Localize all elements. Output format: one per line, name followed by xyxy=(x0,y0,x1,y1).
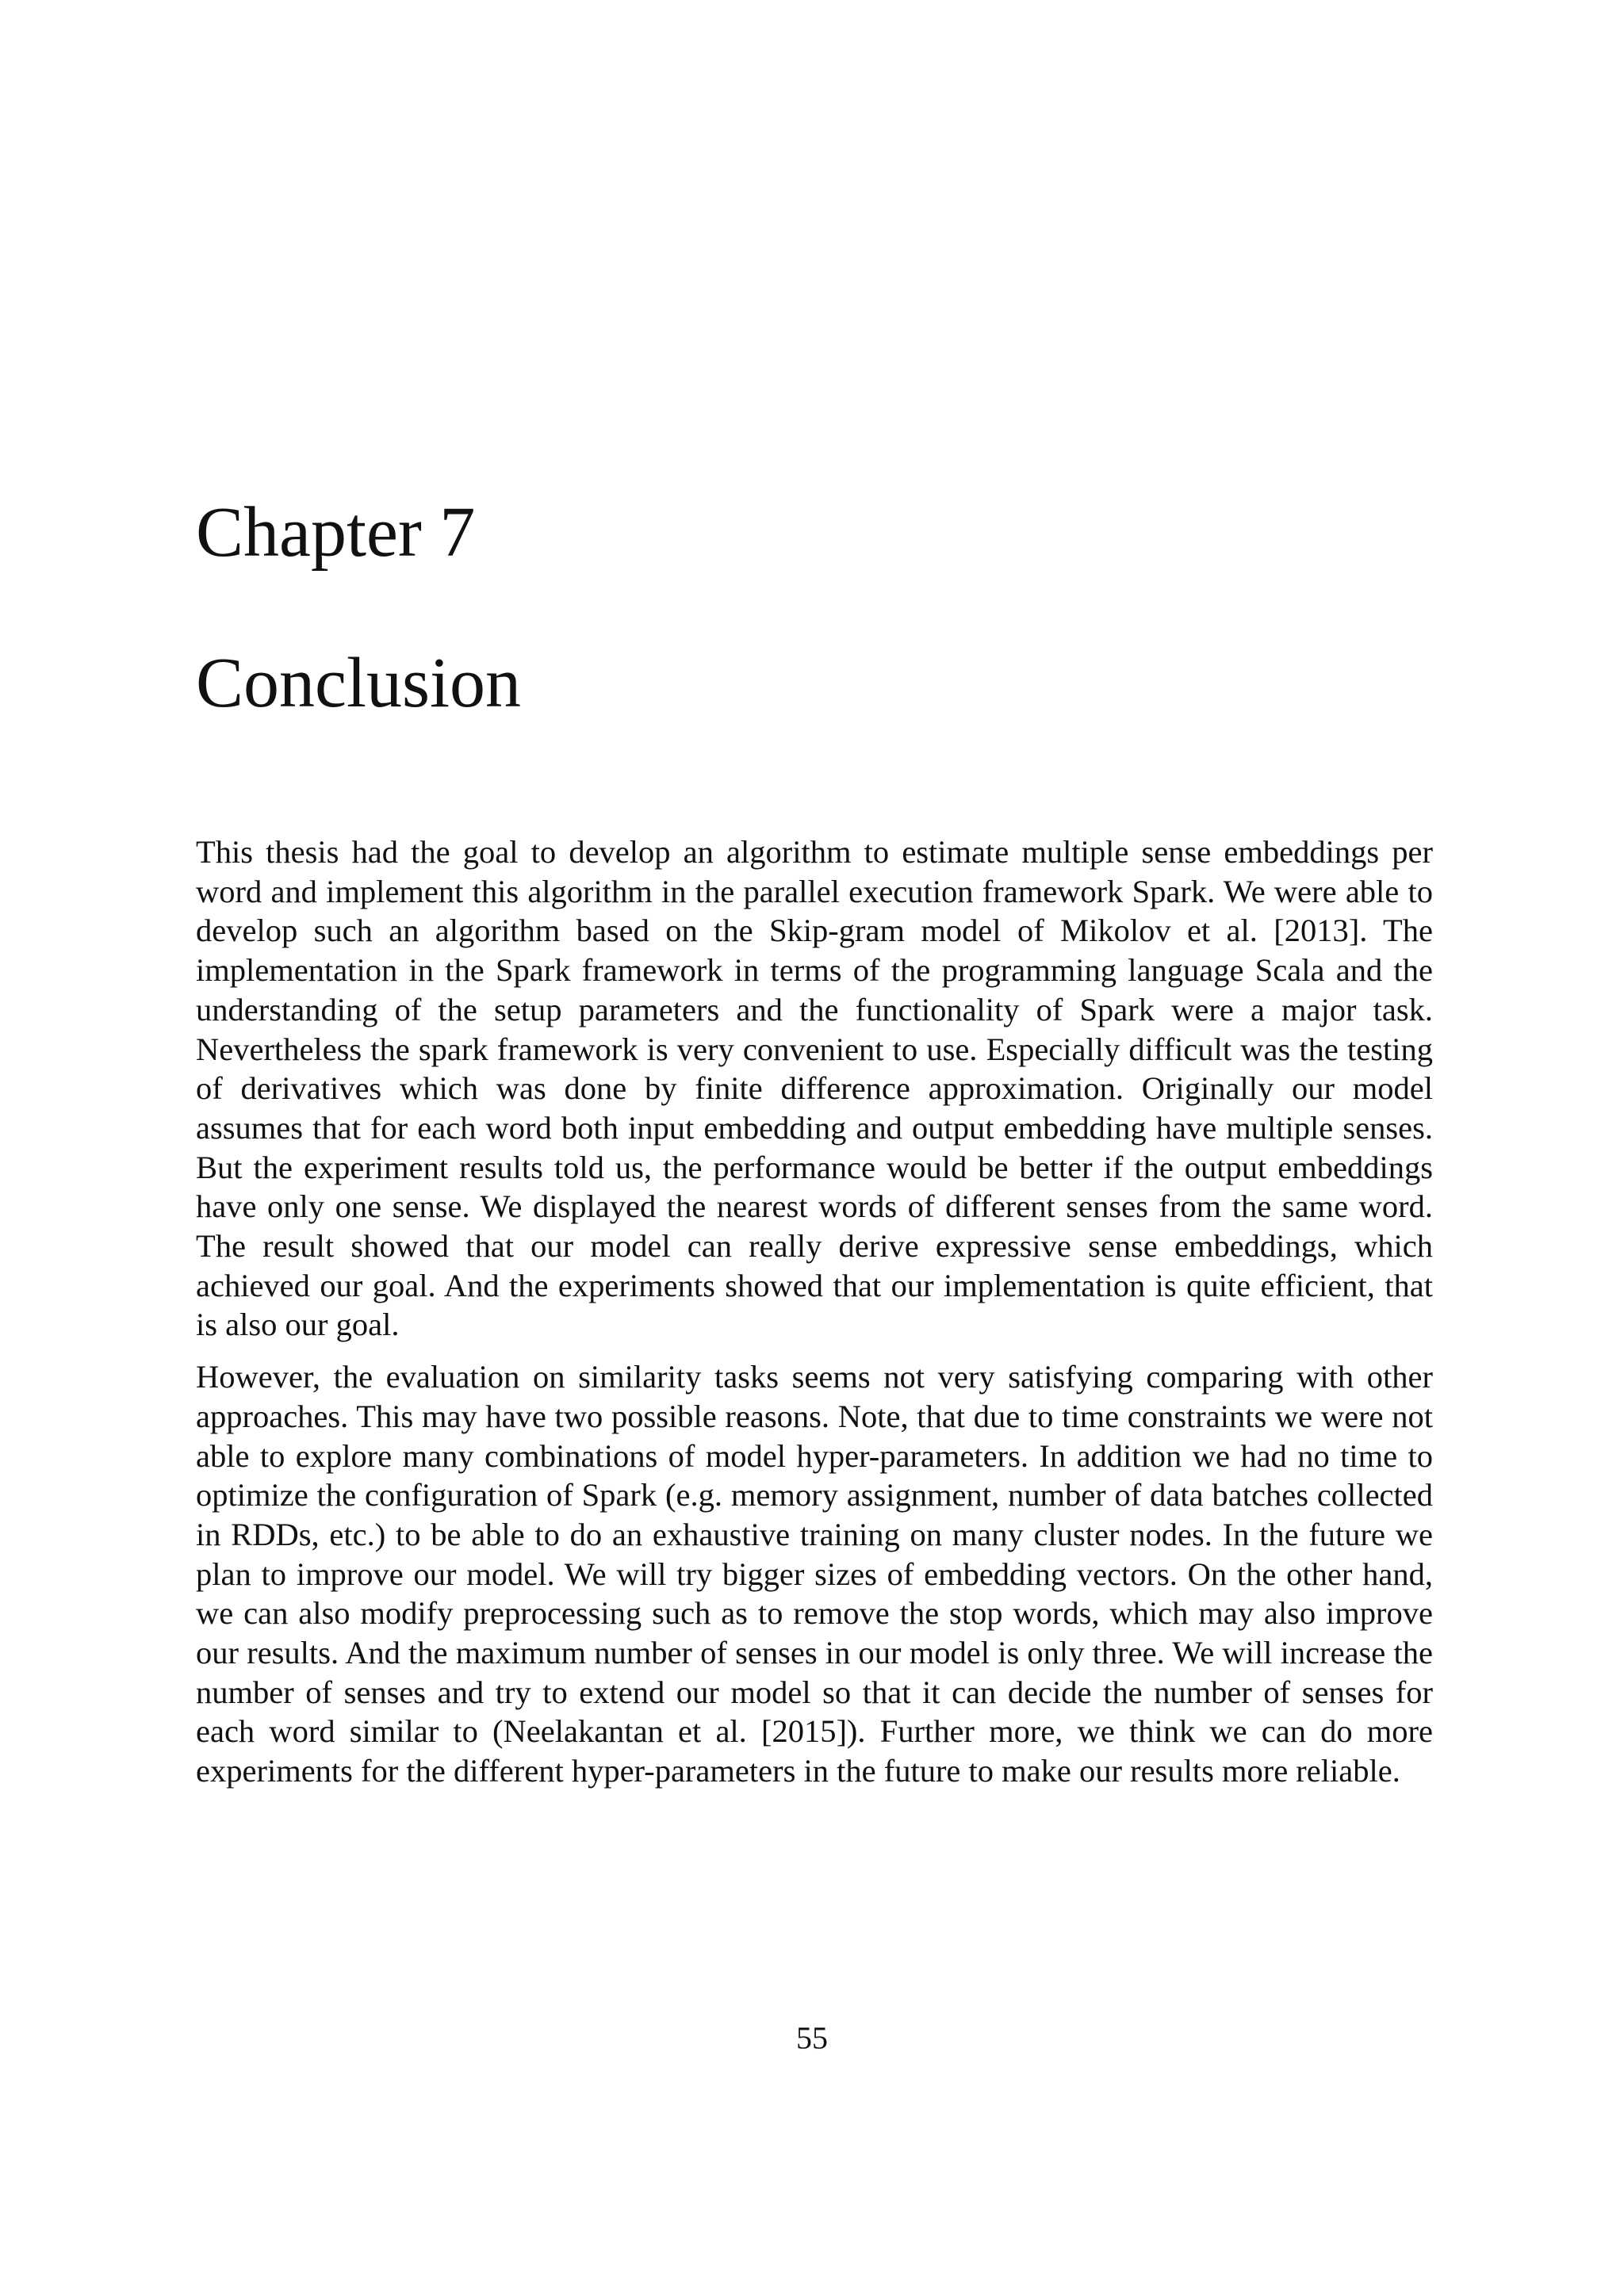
body-text xyxy=(196,832,1433,1804)
page-number: 55 xyxy=(796,2020,828,2056)
chapter-title: Conclusion xyxy=(196,644,522,722)
paragraph-1: This thesis had the goal to develop an algorithm to estimate multiple sense embeddings per word and implement this algorithm in the parallel execution framework Spark. We were able to develop such an algorithm based on the Skip-gram model of Mikolov et al. [2013]. The implementation in the Spark framework in terms of the programming language Scala and the understanding of the setup parameters and the functionality of Spark were a major task. Nevertheless the spark framework is very convenient to use. Especially difficult was the testing of derivatives which was done by finite difference approximation. Originally our model assumes that for each word both input embedding and output embedding have multiple senses. But the experiment results told us, the performance would be better if the output embeddings have only one sense. We displayed the nearest words of different senses from the same word. The result showed that our model can really derive expressive sense embeddings, which achieved our goal. And the experiments showed that our implementation is quite efficient, that is also our goal. xyxy=(196,834,1433,1343)
paragraph-2: However, the evaluation on similarity tasks seems not very satisfying comparing with other approaches. This may have two possible reasons. Note, that due to time constraints we were not able to explore many combinations of model hyper-parameters. In addition we had no time to optimize the configuration of Spark (e.g. memory assignment, number of data batches collected in RDDs, etc.) to be able to do an exhaustive training on many cluster nodes. In the future we plan to improve our model. We will try bigger sizes of embedding vectors. On the other hand, we can also modify preprocessing such as to remove the stop words, which may also improve our results. And the maximum number of senses in our model is only three. We will increase the number of senses and try to extend our model so that it can decide the number of senses for each word similar to (Neelakantan et al. [2015]). Further more, we think we can do more experiments for the different hyper-parameters in the future to make our results more reliable. xyxy=(196,1359,1433,1789)
chapter-label: Chapter 7 xyxy=(196,493,476,572)
